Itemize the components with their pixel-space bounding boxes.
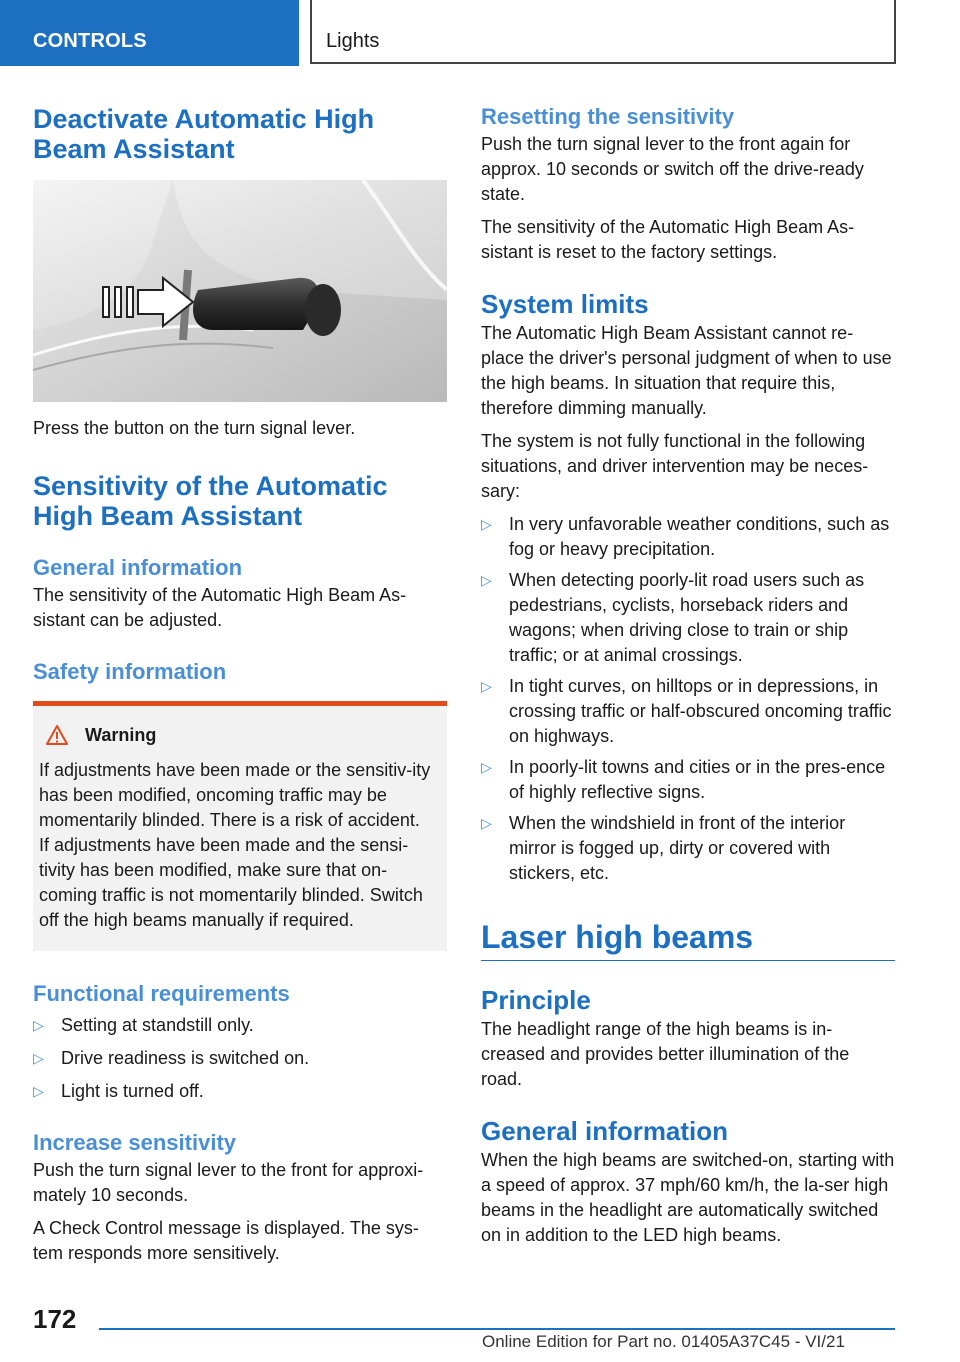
page-header (0, 0, 960, 66)
left-column (33, 104, 447, 1266)
bullet-triangle-icon: ▷ (33, 1050, 44, 1066)
chapter-divider (481, 960, 895, 961)
system-limits-text-1: The Automatic High Beam Assistant cannot re-place the driver's personal judgment of when to use the high beams. In situation that require this, therefore dimming manually. (481, 323, 892, 418)
list-item: ▷ Setting at standstill only. (33, 1013, 447, 1038)
warning-title-row (39, 724, 439, 746)
general-information-text-2: When the high beams are switched-on, starting with a speed of approx. 37 mph/60 km/h, the la-ser high beams in the headlight are automatically switched on in addition to the LED high beams. (481, 1150, 895, 1245)
list-item: ▷ In tight curves, on hilltops or in depressions, in crossing traffic or half-obscured oncoming traffic on highways. (481, 676, 892, 746)
general-information-text: The sensitivity of the Automatic High Beam As-sistant can be adjusted. (33, 585, 407, 630)
list-item: ▷ When detecting poorly-lit road users such as pedestrians, cyclists, horseback riders and wagons; when driving close to train or ship traffic; or at animal crossings. (481, 570, 865, 665)
warning-box (33, 701, 447, 951)
chapter-title: Lights (310, 0, 896, 64)
bullet-triangle-icon: ▷ (481, 759, 492, 775)
turn-signal-lever-illustration (33, 180, 447, 402)
list-item: ▷ In poorly-lit towns and cities or in the pres-ence of highly reflective signs. (481, 757, 886, 802)
list-item: ▷ When the windshield in front of the interior mirror is fogged up, dirty or covered with stickers, etc. (481, 813, 846, 883)
system-limits-list (481, 512, 895, 886)
page-footer (0, 1290, 960, 1362)
bullet-triangle-icon: ▷ (33, 1083, 44, 1099)
heading-safety-information: Safety information (33, 659, 227, 684)
functional-requirements-list (33, 1013, 447, 1104)
heading-general-information: General information (33, 555, 243, 580)
heading-laser-high-beams: Laser high beams (481, 919, 754, 955)
page-number: 172 (33, 1304, 77, 1334)
principle-text: The headlight range of the high beams is in-creased and provides better illumination of the road. (481, 1019, 850, 1089)
section-tab: CONTROLS (0, 0, 299, 66)
bullet-triangle-icon: ▷ (481, 678, 492, 694)
heading-increase-sensitivity: Increase sensitivity (33, 1130, 237, 1155)
increase-sensitivity-text-1: Push the turn signal lever to the front for approxi-mately 10 seconds. (33, 1160, 424, 1205)
warning-text-2: If adjustments have been made and the sensi-tivity has been modified, make sure that on-coming traffic is not momentarily blinded. Switch off the high beams manually if required. (39, 835, 423, 930)
heading-principle: Principle (481, 985, 591, 1015)
edition-note: Online Edition for Part no. 01405A37C45 - VI/21 (482, 1332, 845, 1351)
heading-general-information-2: General information (481, 1116, 729, 1146)
bullet-triangle-icon: ▷ (33, 1017, 44, 1033)
footer-divider (99, 1328, 895, 1330)
heading-deactivate: Deactivate Automatic High Beam Assistant (33, 104, 375, 164)
turn-signal-lever-figure (33, 180, 447, 402)
warning-triangle-icon (45, 724, 69, 746)
heading-resetting-sensitivity: Resetting the sensitivity (481, 104, 735, 129)
warning-title: Warning (85, 724, 157, 745)
heading-sensitivity: Sensitivity of the Automatic High Beam Assistant (33, 471, 388, 531)
heading-system-limits: System limits (481, 289, 649, 319)
bullet-triangle-icon: ▷ (481, 815, 492, 831)
figure-caption: Press the button on the turn signal lever. (33, 418, 356, 438)
bullet-triangle-icon: ▷ (481, 572, 492, 588)
increase-sensitivity-text-2: A Check Control message is displayed. The sys-tem responds more sensitively. (33, 1218, 419, 1263)
list-item: ▷ In very unfavorable weather conditions, such as fog or heavy precipitation. (481, 514, 890, 559)
list-item: ▷ Light is turned off. (33, 1079, 447, 1104)
warning-text-1: If adjustments have been made or the sensitiv-ity has been modified, oncoming traffic may be momentarily blinded. There is a risk of accident. (39, 760, 431, 830)
system-limits-text-2: The system is not fully functional in the following situations, and driver intervention may be neces-sary: (481, 431, 869, 501)
heading-functional-requirements: Functional requirements (33, 981, 290, 1006)
bullet-triangle-icon: ▷ (481, 516, 492, 532)
resetting-text-2: The sensitivity of the Automatic High Beam As-sistant is reset to the factory settings. (481, 217, 855, 262)
list-item: ▷ Drive readiness is switched on. (33, 1046, 447, 1071)
resetting-text-1: Push the turn signal lever to the front again for approx. 10 seconds or switch off the drive-ready state. (481, 134, 864, 204)
right-column (481, 104, 895, 1248)
